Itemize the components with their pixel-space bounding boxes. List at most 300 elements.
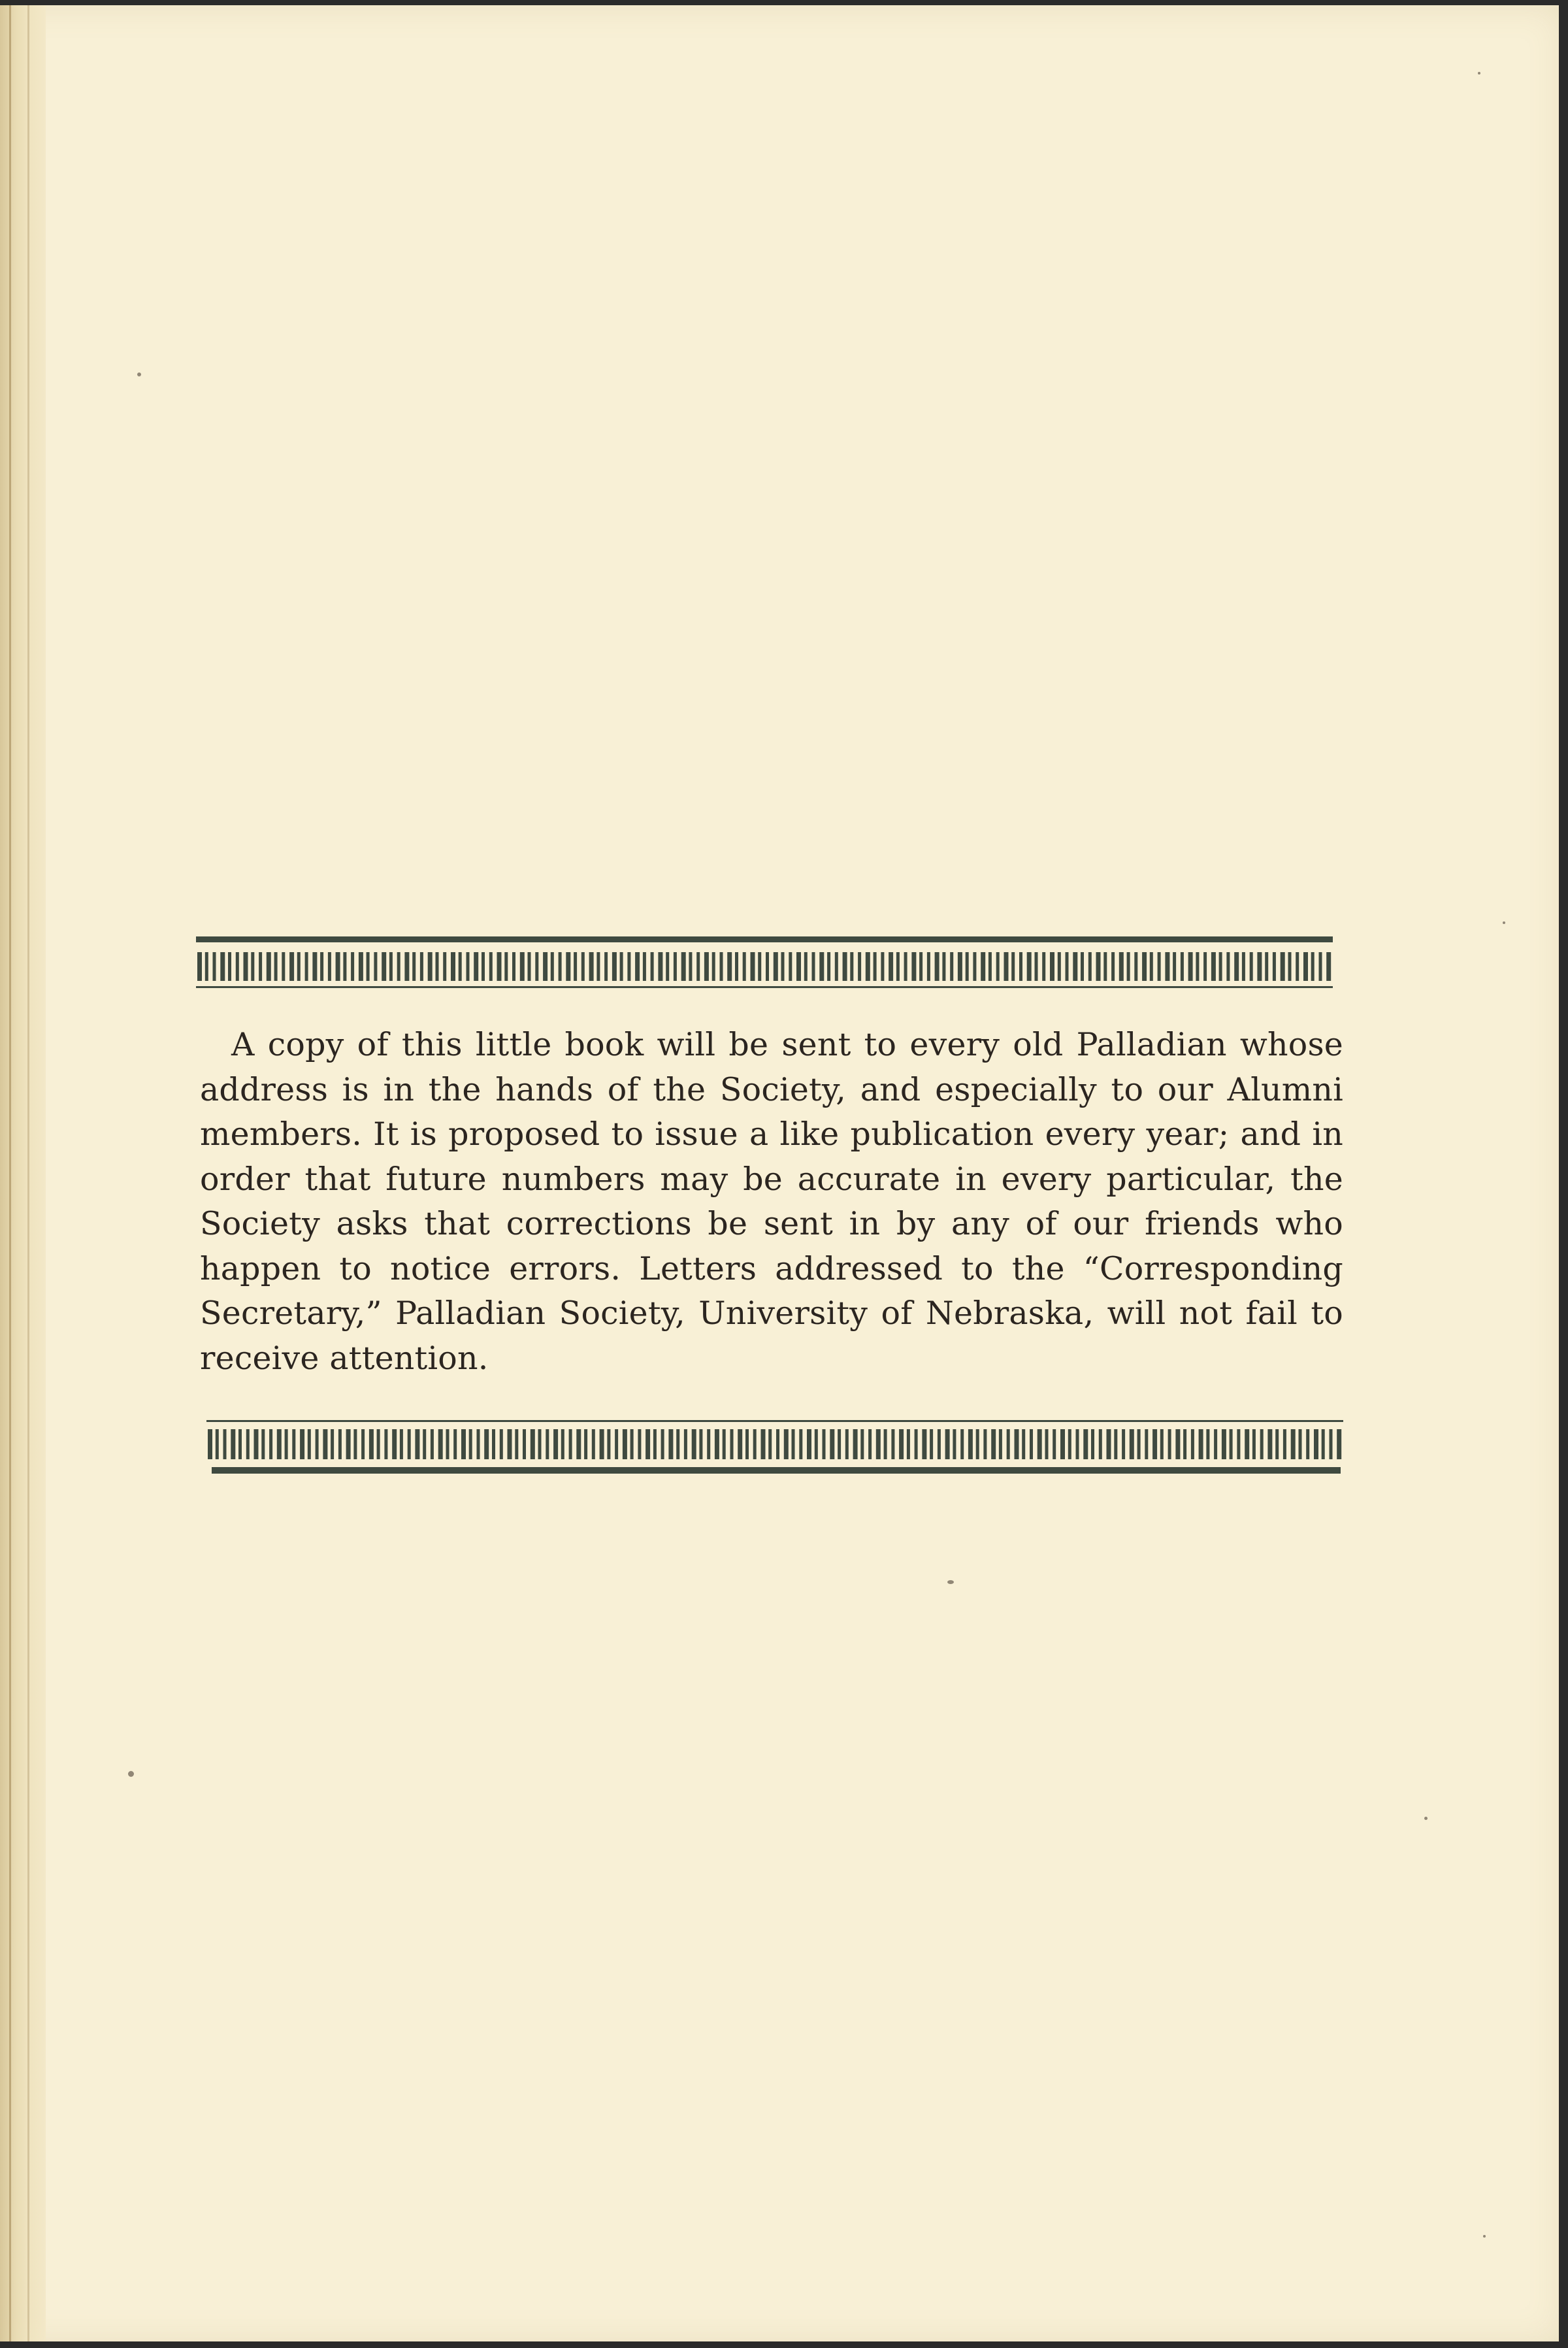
ornament-tick — [1030, 1429, 1033, 1459]
ornament-tick — [815, 1429, 818, 1459]
ornament-tick — [1311, 952, 1315, 981]
ornament-tick — [216, 1429, 219, 1459]
ornament-tick — [668, 1429, 673, 1459]
ornament-tick — [919, 952, 923, 981]
ornament-tick — [238, 1429, 242, 1459]
ornament-tick — [1076, 1429, 1079, 1459]
thin-rule — [196, 986, 1333, 988]
ornament-tick — [1050, 952, 1054, 981]
ornament-tick — [466, 952, 470, 981]
ornament-tick — [850, 952, 853, 981]
ornament-tick — [942, 952, 945, 981]
ornament-tick — [812, 952, 815, 981]
ornament-tick — [228, 952, 231, 981]
ornament-tick — [1281, 952, 1285, 981]
ornament-tick — [446, 1429, 449, 1459]
ornament-tick — [689, 952, 692, 981]
ornament-tick — [254, 1429, 259, 1459]
ornament-tick — [584, 1429, 587, 1459]
ornament-tick — [1152, 1429, 1157, 1459]
ornament-tick — [461, 1429, 466, 1459]
ornament-tick — [1291, 1429, 1296, 1459]
ornament-tick — [899, 1429, 904, 1459]
ornament-tick — [561, 1429, 564, 1459]
ornament-tick — [658, 952, 662, 981]
ornament-tick — [1134, 952, 1137, 981]
ornament-tick — [343, 952, 346, 981]
ornament-tick — [1103, 952, 1107, 981]
ornament-tick — [415, 1429, 419, 1459]
ornament-tick — [428, 952, 433, 981]
ornament-tick — [543, 952, 547, 981]
ornament-tick — [645, 1429, 650, 1459]
ornament-tick — [508, 1429, 512, 1459]
ornament-tick — [738, 1429, 742, 1459]
ornament-tick — [1073, 952, 1077, 981]
ornament-tick — [500, 1429, 503, 1459]
ornament-tick — [1173, 952, 1176, 981]
ornament-tick — [1107, 1429, 1111, 1459]
ornament-tick — [835, 952, 838, 981]
ornament-tick — [359, 952, 363, 981]
ornament-tick — [860, 1429, 864, 1459]
ornament-tick — [704, 952, 709, 981]
ornament-tick — [620, 952, 623, 981]
ornament-tick — [853, 1429, 858, 1459]
ornament-tick — [604, 952, 608, 981]
ornament-tick — [745, 1429, 749, 1459]
ornament-tick — [1081, 952, 1084, 981]
ornament-tick — [623, 1429, 627, 1459]
ornament-tick — [338, 1429, 342, 1459]
ornament-tick — [528, 952, 531, 981]
ornament-tick — [907, 1429, 910, 1459]
ornament-tick — [412, 952, 416, 981]
ornament-tick — [1068, 1429, 1071, 1459]
paper-speck — [947, 1580, 954, 1584]
ornament-tick — [244, 952, 248, 981]
ornamental-rule-bottom — [206, 1415, 1354, 1506]
page-edge-top — [0, 0, 1568, 5]
ornament-tick — [259, 952, 262, 981]
ornament-tick — [666, 952, 669, 981]
ornament-tick — [651, 952, 654, 981]
ornament-tick — [630, 1429, 634, 1459]
ornament-tick — [267, 952, 271, 981]
ornament-tick — [1096, 952, 1101, 981]
ornament-tick — [1191, 1429, 1194, 1459]
ornament-tick — [384, 1429, 387, 1459]
ornament-tick — [553, 1429, 558, 1459]
ornament-tick — [876, 1429, 881, 1459]
ornament-tick — [638, 1429, 641, 1459]
ornament-tick — [1053, 1429, 1056, 1459]
ornament-tick — [443, 952, 446, 981]
ornament-tick — [1326, 952, 1331, 981]
tick-band — [197, 952, 1331, 981]
ornament-tick — [945, 1429, 950, 1459]
ornament-tick — [451, 952, 455, 981]
ornament-tick — [1088, 952, 1092, 981]
ornament-tick — [328, 952, 331, 981]
ornament-tick — [999, 1429, 1002, 1459]
ornament-tick — [766, 952, 769, 981]
ornament-tick — [753, 1429, 757, 1459]
ornament-tick — [996, 952, 1000, 981]
ornament-tick — [743, 952, 746, 981]
ornament-tick — [643, 952, 646, 981]
ornament-tick — [497, 952, 502, 981]
ornament-tick — [1199, 1429, 1203, 1459]
ornament-tick — [377, 1429, 380, 1459]
ornament-tick — [269, 1429, 272, 1459]
ornament-tick — [408, 1429, 411, 1459]
ornament-tick — [213, 952, 216, 981]
ornament-tick — [1188, 952, 1193, 981]
ornament-tick — [1267, 1429, 1272, 1459]
ornament-tick — [1145, 1429, 1148, 1459]
paper-speck — [1483, 2235, 1486, 2238]
ornament-tick — [1091, 1429, 1094, 1459]
ornament-tick — [1045, 1429, 1049, 1459]
ornament-tick — [830, 1429, 834, 1459]
tick-band — [208, 1429, 1341, 1459]
ornament-tick — [1222, 1429, 1226, 1459]
ornament-tick — [251, 952, 254, 981]
ornament-tick — [1058, 952, 1061, 981]
ornament-tick — [404, 952, 409, 981]
ornament-tick — [1242, 952, 1245, 981]
ornament-tick — [1273, 952, 1276, 981]
ornament-tick — [1296, 952, 1299, 981]
ornament-tick — [489, 952, 493, 981]
ornament-tick — [1214, 1429, 1217, 1459]
spine-crease — [9, 0, 11, 2348]
ornament-tick — [274, 952, 278, 981]
ornament-tick — [205, 952, 208, 981]
ornament-tick — [535, 952, 538, 981]
ornament-tick — [615, 1429, 618, 1459]
ornament-tick — [720, 952, 723, 981]
ornament-tick — [935, 952, 939, 981]
ornament-tick — [1306, 1429, 1309, 1459]
paper-speck — [1424, 1817, 1428, 1820]
ornament-tick — [858, 952, 861, 981]
ornament-tick — [1314, 1429, 1318, 1459]
ornament-tick — [761, 1429, 766, 1459]
ornament-tick — [730, 1429, 734, 1459]
ornament-tick — [950, 952, 953, 981]
ornament-tick — [735, 952, 738, 981]
ornament-tick — [804, 952, 808, 981]
ornament-tick — [515, 1429, 518, 1459]
paper-speck — [128, 1771, 134, 1777]
ornament-tick — [1265, 952, 1268, 981]
ornament-tick — [896, 952, 900, 981]
ornament-tick — [715, 1429, 719, 1459]
ornament-tick — [282, 952, 285, 981]
ornament-tick — [320, 952, 323, 981]
ornament-tick — [915, 1429, 918, 1459]
ornament-tick — [1004, 952, 1009, 981]
ornament-tick — [981, 952, 985, 981]
ornament-tick — [991, 1429, 996, 1459]
ornament-tick — [612, 952, 617, 981]
ornament-tick — [1035, 952, 1038, 981]
ornament-tick — [1027, 952, 1032, 981]
ornament-tick — [792, 1429, 795, 1459]
ornament-tick — [696, 952, 700, 981]
ornament-tick — [776, 1429, 779, 1459]
ornament-tick — [1283, 1429, 1286, 1459]
ornament-tick — [911, 952, 916, 981]
ornament-tick — [520, 952, 525, 981]
ornament-tick — [1066, 952, 1069, 981]
ornament-tick — [453, 1429, 457, 1459]
ornament-tick — [1119, 952, 1124, 981]
ornament-tick — [531, 1429, 535, 1459]
ornament-tick — [1122, 1429, 1125, 1459]
ornament-tick — [1111, 952, 1115, 981]
ornament-tick — [589, 952, 594, 981]
ornament-tick — [220, 952, 225, 981]
ornament-tick — [246, 1429, 250, 1459]
ornament-tick — [297, 952, 301, 981]
ornament-tick — [676, 1429, 679, 1459]
ornament-tick — [316, 1429, 319, 1459]
ornament-tick — [323, 1429, 327, 1459]
ornament-tick — [1234, 952, 1239, 981]
ornament-tick — [727, 952, 732, 981]
ornament-tick — [707, 1429, 710, 1459]
ornament-tick — [1130, 1429, 1134, 1459]
ornament-tick — [692, 1429, 696, 1459]
ornament-tick — [208, 1429, 212, 1459]
ornament-tick — [789, 952, 792, 981]
ornament-tick — [758, 952, 761, 981]
ornament-tick — [930, 1429, 933, 1459]
ornament-tick — [538, 1429, 542, 1459]
ornament-tick — [581, 952, 585, 981]
ornament-tick — [1142, 952, 1147, 981]
ornament-tick — [1319, 952, 1322, 981]
ornament-tick — [661, 1429, 664, 1459]
ornament-tick — [1230, 1429, 1233, 1459]
ornament-tick — [988, 952, 992, 981]
ornament-tick — [1252, 1429, 1256, 1459]
ornament-tick — [231, 1429, 235, 1459]
ornament-tick — [1083, 1429, 1088, 1459]
ornament-tick — [1257, 952, 1262, 981]
ornament-tick — [484, 1429, 489, 1459]
ornament-tick — [1219, 952, 1222, 981]
ornament-tick — [438, 1429, 443, 1459]
ornament-tick — [827, 952, 830, 981]
ornament-tick — [1337, 1429, 1341, 1459]
ornament-tick — [477, 1429, 480, 1459]
ornament-tick — [607, 1429, 610, 1459]
ornament-tick — [1303, 952, 1308, 981]
ornament-tick — [1137, 1429, 1141, 1459]
ornament-tick — [768, 1429, 772, 1459]
ornament-tick — [492, 1429, 495, 1459]
ornament-tick — [382, 952, 386, 981]
ornament-tick — [223, 1429, 227, 1459]
ornament-tick — [874, 952, 877, 981]
ornament-tick — [397, 952, 400, 981]
ornament-tick — [400, 1429, 403, 1459]
ornament-tick — [938, 1429, 941, 1459]
ornament-tick — [983, 1429, 987, 1459]
ornament-tick — [1275, 1429, 1279, 1459]
ornament-tick — [1007, 1429, 1010, 1459]
ornament-tick — [277, 1429, 282, 1459]
ornament-tick — [635, 952, 640, 981]
ornament-tick — [305, 952, 308, 981]
ornament-tick — [596, 952, 600, 981]
ornamental-rule-top — [196, 931, 1343, 1023]
ornament-tick — [289, 952, 294, 981]
ornament-tick — [420, 952, 423, 981]
ornament-tick — [681, 952, 686, 981]
book-spine — [0, 0, 46, 2348]
paper-speck — [1503, 921, 1505, 924]
ornament-tick — [819, 952, 824, 981]
ornament-tick — [1299, 1429, 1302, 1459]
ornament-tick — [784, 1429, 789, 1459]
ornament-tick — [712, 952, 715, 981]
ornament-tick — [1175, 1429, 1180, 1459]
ornament-tick — [300, 1429, 304, 1459]
ornament-tick — [684, 1429, 687, 1459]
ornament-tick — [1114, 1429, 1117, 1459]
ornament-tick — [699, 1429, 702, 1459]
ornament-tick — [966, 952, 969, 981]
heavy-rule — [212, 1467, 1341, 1474]
ornament-tick — [1011, 952, 1015, 981]
ornament-tick — [559, 952, 562, 981]
ornament-tick — [799, 1429, 802, 1459]
ornament-tick — [367, 952, 370, 981]
ornament-tick — [1196, 952, 1199, 981]
ornament-tick — [1060, 1429, 1065, 1459]
ornament-tick — [881, 952, 884, 981]
ornament-tick — [523, 1429, 526, 1459]
ornament-tick — [551, 952, 554, 981]
ornament-tick — [1037, 1429, 1042, 1459]
ornament-tick — [459, 952, 462, 981]
ornament-tick — [653, 1429, 657, 1459]
paper-speck — [1478, 72, 1480, 74]
ornament-tick — [369, 1429, 374, 1459]
ornament-tick — [1245, 1429, 1249, 1459]
ornament-tick — [1288, 952, 1292, 981]
page-edge-right — [1559, 0, 1568, 2348]
ornament-tick — [891, 1429, 894, 1459]
ornament-tick — [1015, 1429, 1019, 1459]
ornament-tick — [374, 952, 377, 981]
ornament-tick — [904, 952, 907, 981]
ornament-tick — [1160, 1429, 1164, 1459]
ornament-tick — [1158, 952, 1161, 981]
ornament-tick — [353, 1429, 357, 1459]
ornament-tick — [1183, 1429, 1186, 1459]
ornament-tick — [285, 1429, 288, 1459]
ornament-tick — [838, 1429, 841, 1459]
ornament-tick — [482, 952, 485, 981]
ornament-tick — [781, 952, 785, 981]
ornament-tick — [1181, 952, 1184, 981]
ornament-tick — [1042, 952, 1045, 981]
paper-speck — [137, 372, 141, 376]
ornament-tick — [1168, 1429, 1171, 1459]
ornament-tick — [389, 952, 393, 981]
ornament-tick — [1322, 1429, 1325, 1459]
ornament-tick — [423, 1429, 426, 1459]
ornament-tick — [1211, 952, 1216, 981]
ornament-tick — [392, 1429, 397, 1459]
ornament-tick — [751, 952, 755, 981]
ornament-tick — [1250, 952, 1253, 981]
ornament-tick — [504, 952, 508, 981]
ornament-tick — [469, 1429, 472, 1459]
ornament-tick — [1330, 1429, 1333, 1459]
ornament-tick — [807, 1429, 811, 1459]
ornament-tick — [566, 952, 570, 981]
ornament-tick — [1165, 952, 1169, 981]
ornament-tick — [845, 1429, 849, 1459]
ornament-tick — [308, 1429, 311, 1459]
ornament-tick — [627, 952, 630, 981]
ornament-tick — [1203, 952, 1207, 981]
ornament-tick — [1127, 952, 1130, 981]
spine-crease — [27, 0, 29, 2348]
heavy-rule — [196, 936, 1333, 942]
page-edge-bottom — [0, 2341, 1568, 2348]
ornament-tick — [843, 952, 847, 981]
ornament-tick — [576, 1429, 581, 1459]
ornament-tick — [1237, 1429, 1240, 1459]
ornament-tick — [474, 952, 478, 981]
ornament-tick — [674, 952, 677, 981]
ornament-tick — [569, 1429, 572, 1459]
ornament-tick — [723, 1429, 726, 1459]
ornament-tick — [976, 1429, 979, 1459]
ornament-tick — [292, 1429, 295, 1459]
ornament-tick — [431, 1429, 434, 1459]
ornament-tick — [960, 1429, 964, 1459]
ornament-tick — [336, 952, 340, 981]
ornament-tick — [866, 952, 870, 981]
ornament-tick — [968, 1429, 973, 1459]
ornament-tick — [927, 952, 930, 981]
ornament-tick — [574, 952, 577, 981]
ornament-tick — [546, 1429, 549, 1459]
ornament-tick — [1226, 952, 1230, 981]
ornament-tick — [774, 952, 778, 981]
ornament-tick — [592, 1429, 595, 1459]
ornament-tick — [600, 1429, 604, 1459]
ornament-tick — [1022, 1429, 1025, 1459]
ornament-tick — [261, 1429, 265, 1459]
ornament-tick — [1099, 1429, 1102, 1459]
ornament-tick — [973, 952, 976, 981]
notice-paragraph: A copy of this little book will be sent to every old Palladian whose address is in the hands of the Society, and especially to our Alumni members. It is proposed to issue a like publication every year; and in order that future numbers may be accurate in every particular, the Society asks that corrections be sent in by any of our friends who happen to notice errors. Letters addressed to the “Corresponding Secretary,” Palladian Society, University of Nebraska, will not fail to receive attention. — [200, 1026, 1343, 1377]
ornament-tick — [868, 1429, 872, 1459]
ornament-tick — [1206, 1429, 1209, 1459]
ornament-tick — [361, 1429, 365, 1459]
ornament-tick — [512, 952, 515, 981]
